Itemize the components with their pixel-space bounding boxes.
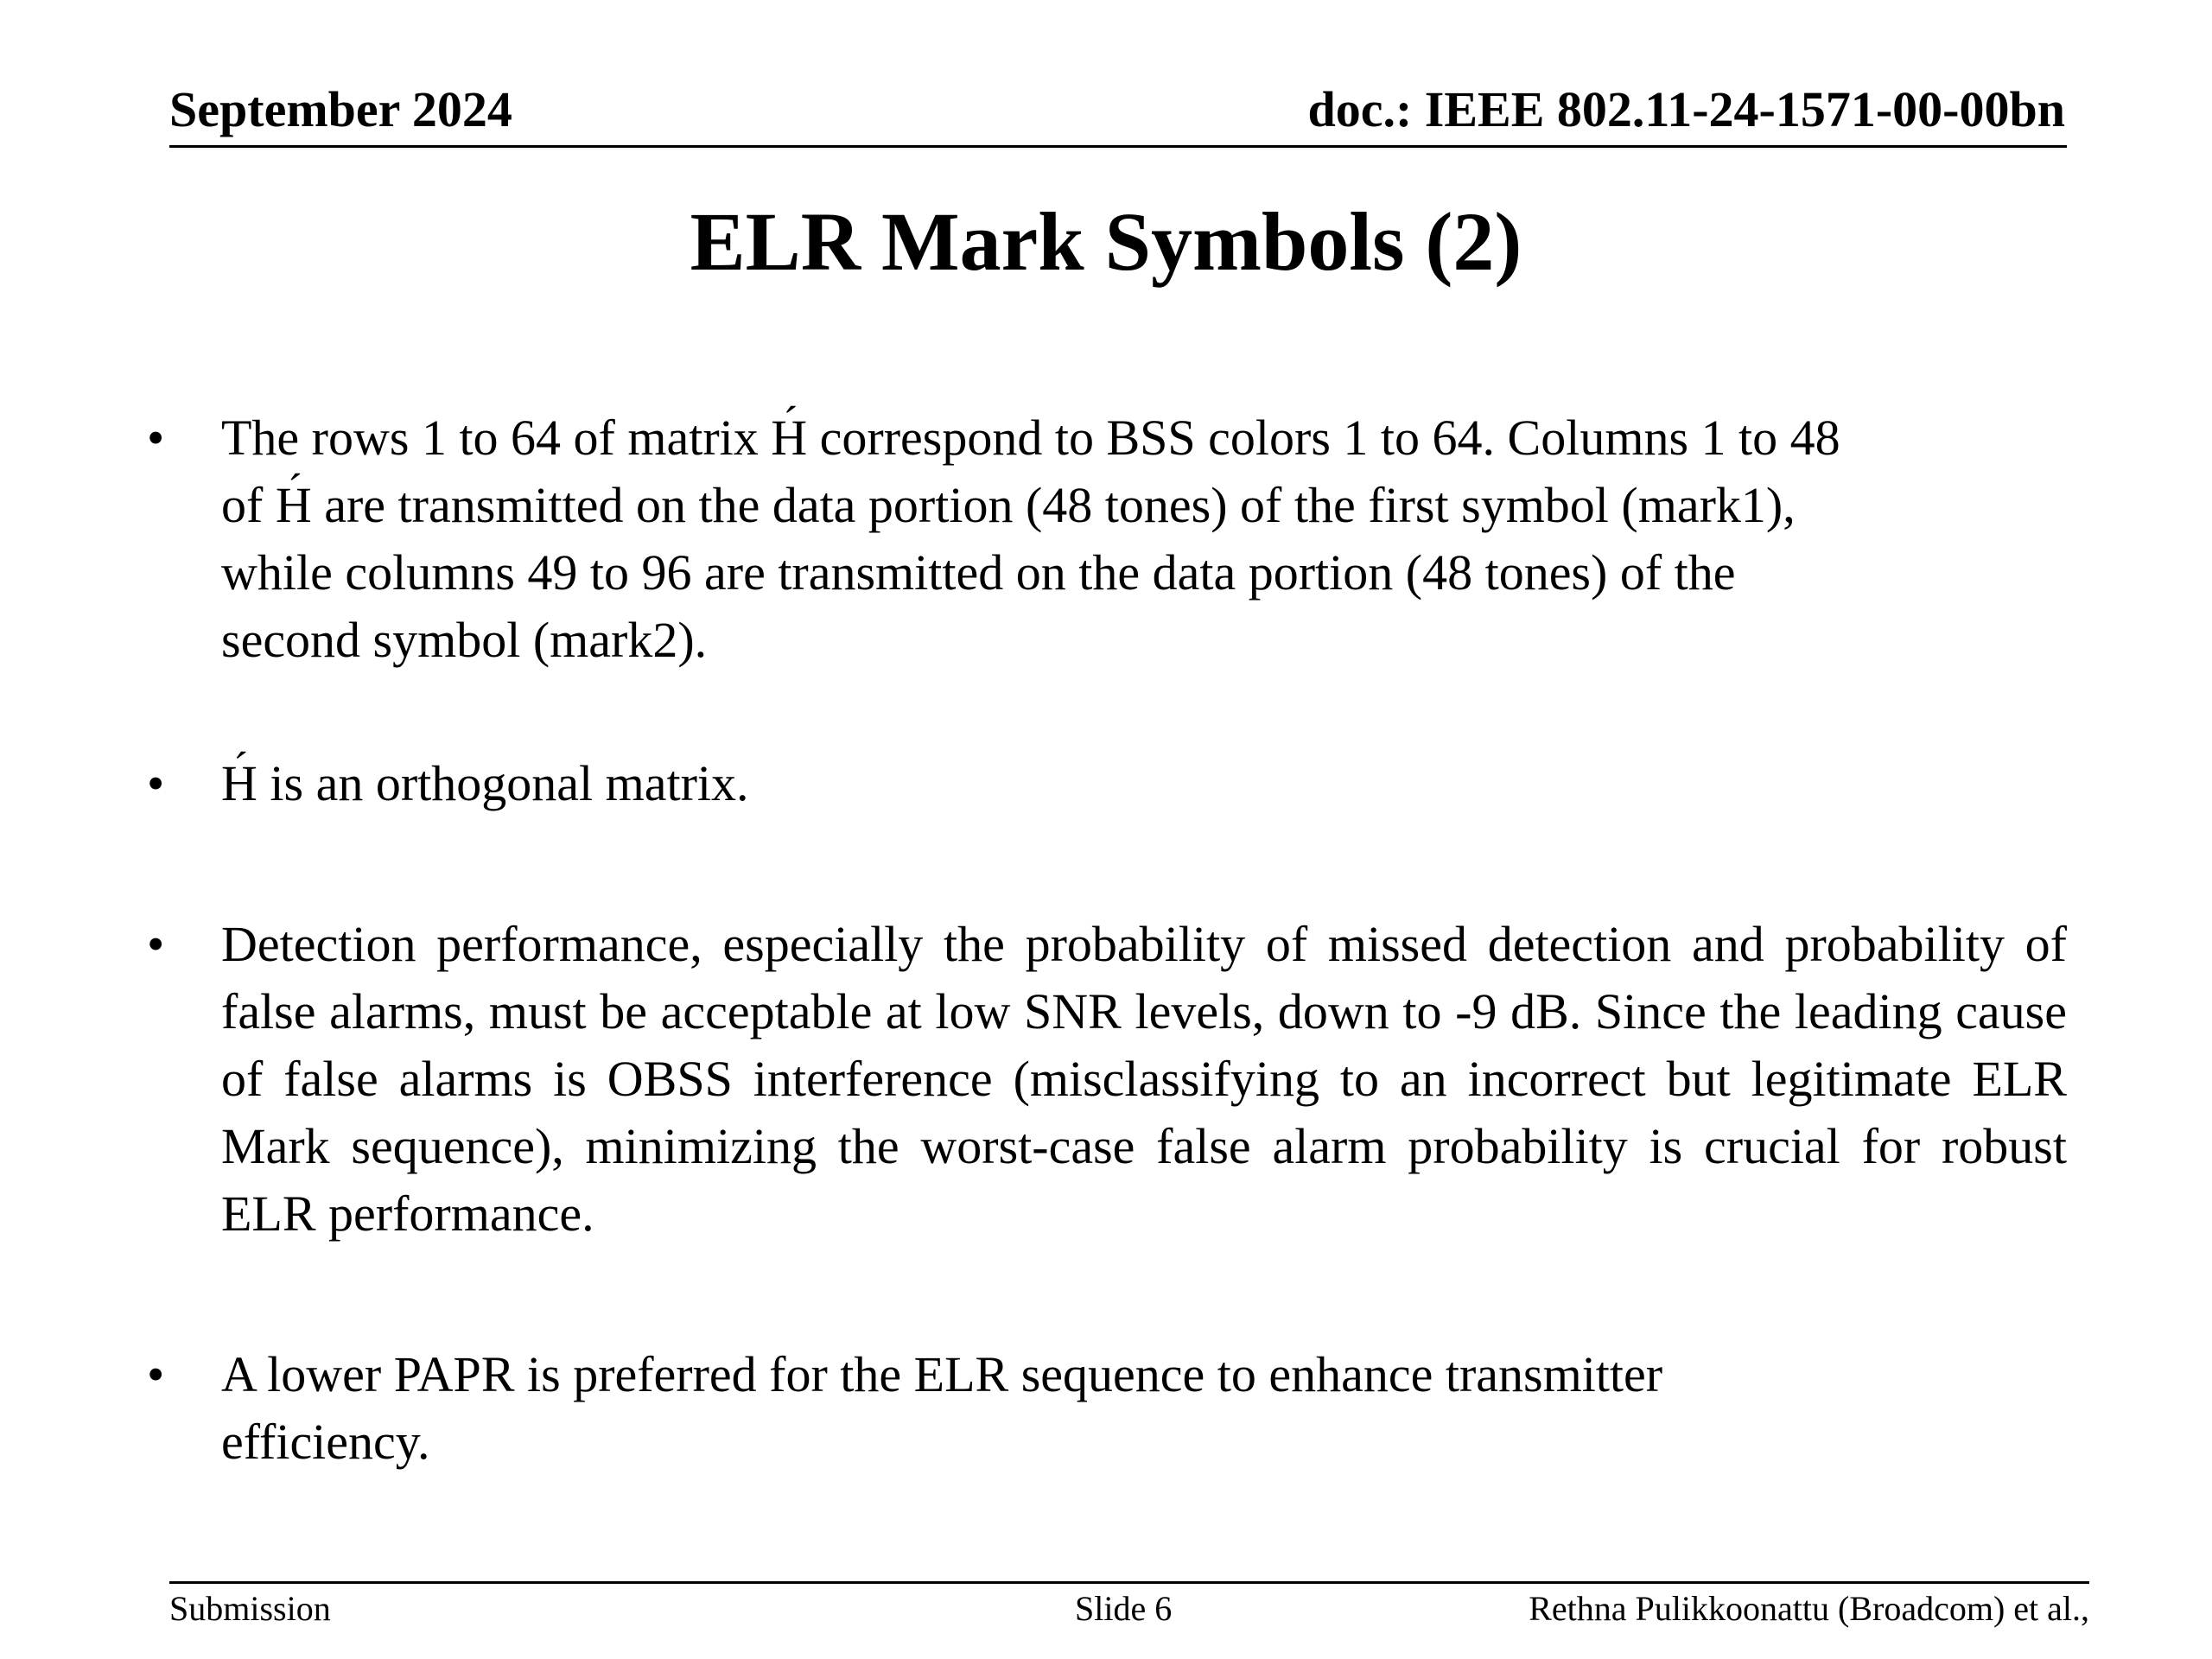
bullet-text — [221, 404, 2067, 674]
footer-divider — [169, 1581, 2089, 1584]
footer-slide-number: Slide 6 — [1075, 1589, 1173, 1628]
bullet-text-segment: while columns 49 to 96 are transmitted on the data portion (48 tones) of the — [221, 544, 1736, 601]
footer-submission: Submission — [169, 1589, 331, 1628]
bullet-marker: • — [147, 1346, 165, 1402]
bullet-text-segment: correspond to BSS colors 1 to 64. Columns 1 to 48 — [807, 410, 1840, 466]
bullet-text: Detection performance, especially the probability of missed detection and probability of false alarms, must be acceptable at low SNR levels, down to -9 dB. Since the leading cause of false alarms is OBSS interference (misclassifying to an incorrect but legitimate ELR Mark sequence), minimizing the worst-case false alarm probability is crucial for robust ELR performance. — [221, 916, 2067, 1242]
bullet-text-segment: The rows 1 to 64 of matrix — [221, 410, 772, 466]
matrix-h-symbol: ´ H — [221, 750, 257, 817]
header-doc-id: doc.: IEEE 802.11-24-1571-00-00bn — [1307, 81, 2065, 137]
bullet-marker: • — [147, 755, 165, 811]
bullet-marker: • — [147, 410, 165, 466]
matrix-h-symbol: ´ H — [276, 472, 312, 539]
header-divider — [169, 145, 2067, 148]
footer-author: Rethna Pulikkoonattu (Broadcom) et al., — [1529, 1589, 2089, 1628]
header-date: September 2024 — [169, 81, 512, 137]
matrix-h-symbol: ´ H — [771, 404, 807, 472]
bullet-marker: • — [147, 916, 165, 972]
bullet-text-segment: are transmitted on the data portion (48 tones) of the first symbol (mark1), — [311, 477, 1796, 533]
bullet-text-segment: is an orthogonal matrix. — [257, 755, 749, 811]
bullet-text-segment: A lower PAPR is preferred for the ELR sequence to enhance transmitter — [221, 1346, 1663, 1402]
bullet-text — [221, 750, 2067, 817]
slide-title: ELR Mark Symbols (2) — [690, 195, 1522, 288]
bullet-item — [147, 1341, 2067, 1476]
bullet-text-segment: second symbol (mark2). — [221, 612, 708, 668]
bullet-text-segment: efficiency. — [221, 1414, 430, 1470]
bullet-item — [147, 750, 2067, 817]
bullet-item — [147, 911, 2067, 1248]
bullet-text-segment: of — [221, 477, 276, 533]
bullet-item — [147, 404, 2067, 674]
bullet-text — [221, 1341, 2067, 1476]
